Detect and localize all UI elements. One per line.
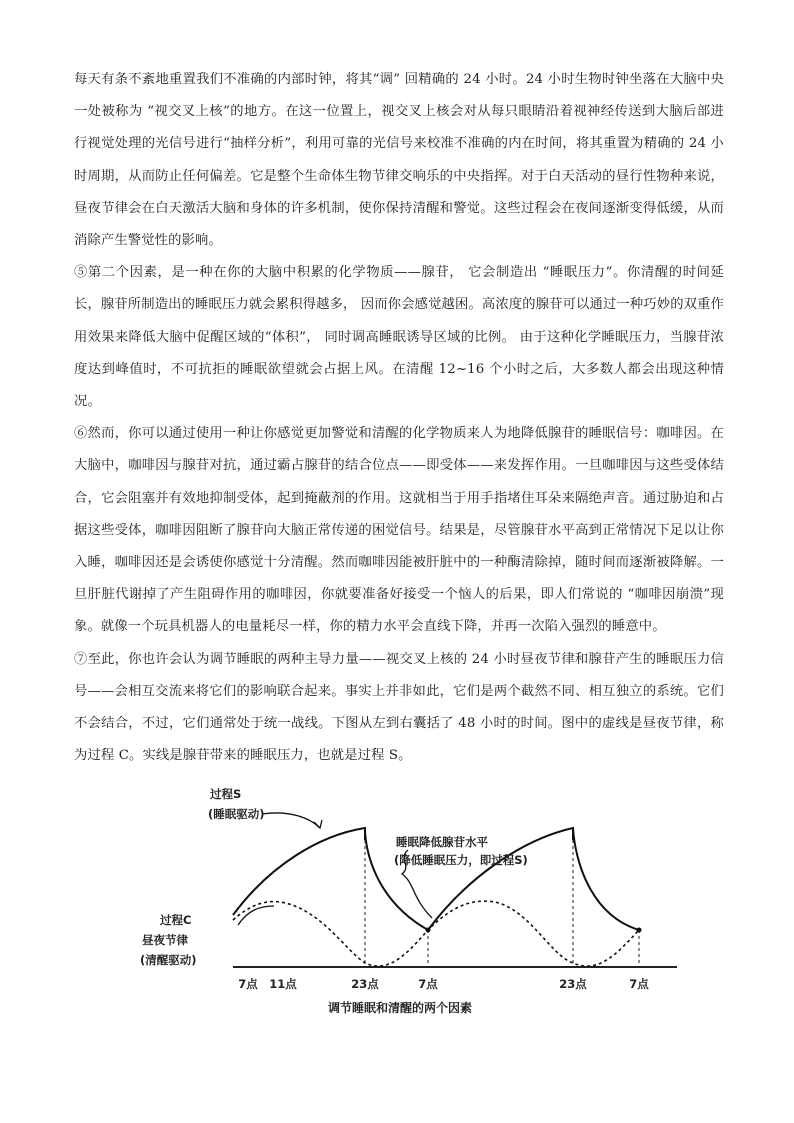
process-s-sublabel: (睡眠驱动) — [208, 807, 265, 821]
sleep-drop-sublabel: (降低睡眠压力，即过程S) — [394, 853, 528, 867]
tick-label: 23点 — [559, 977, 587, 991]
paragraph-caffeine: ⑥然而，你可以通过使用一种让你感觉更加警觉和清醒的化学物质来人为地降低腺苷的睡眠信号：咖啡因。在大脑中，咖啡因与腺苷对抗，通过霸占腺苷的结合位点——即受体——来发挥作用。一旦咖啡因与这些受体结合，它会阻塞并有效地抑制受体，起到掩蔽剂的作用。这就相当于用手指堵住耳朵来隔绝声音。通过胁迫和占据这些受体，咖啡因阻断了腺苷向大脑正常传递的困觉信号。结果是，尽管腺苷水平高到正常情况下足以让你入睡，咖啡因还是会诱使你感觉十分清醒。然而咖啡因能被肝脏中的一种酶清除掉，随时间而逐渐被降解。一旦肝脏代谢掉了产生阻碍作用的咖啡因，你就要准备好接受一个恼人的后果，即人们常说的 “咖啡因崩溃”现象。就像一个玩具机器人的电量耗尽一样，你的精力水平会直线下降，并再一次陷入强烈的睡意中。 — [74, 426, 724, 635]
article-body — [74, 64, 724, 772]
tick-label: 11点 — [269, 977, 297, 991]
process-s-pointer-head — [314, 820, 322, 828]
process-s-label: 过程S — [210, 787, 242, 801]
sleep-drop-label: 睡眠降低腺苷水平 — [396, 835, 488, 849]
process-c-pointer — [238, 906, 274, 925]
tick-label: 7点 — [418, 977, 438, 991]
process-c-note: (清醒驱动) — [140, 953, 197, 967]
tick-label: 23点 — [351, 977, 379, 991]
process-c-sublabel: 昼夜节律 — [142, 933, 188, 947]
sleep-factors-diagram — [140, 780, 690, 1030]
paragraph-adenosine: ⑤第二个因素，是一种在你的大脑中积累的化学物质——腺苷， 它会制造出 “睡眠压力”。你清醒的时间延长，腺苷所制造出的睡眠压力就会累积得越多， 因而你会感觉越困。高浓度的腺苷可以通过一种巧妙的双重作用效果来降低大脑中促醒区域的“体积”， 同时调高睡眠诱导区域的比例。 由于这种化学睡眠压力，当腺苷浓度达到峰值时，不可抗拒的睡眠欲望就会占据上风。在清醒 12~16 个小时之后，大多数人都会出现这种情况。 — [74, 265, 724, 410]
process-c-curve — [233, 901, 639, 966]
tick-label: 7点 — [629, 977, 649, 991]
process-s-pointer — [262, 813, 320, 828]
tick-label: 7点 — [238, 977, 258, 991]
figure-caption: 调节睡眠和清醒的两个因素 — [327, 1001, 473, 1015]
sleep-factors-figure — [140, 780, 690, 1030]
paragraph-clock-reset: 每天有条不紊地重置我们不准确的内部时钟，将其“调” 回精确的 24 小时。24 小时生物时钟坐落在大脑中央一处被称为 “视交叉上核”的地方。在这一位置上，视交叉上核会对从每只眼睛沿着视神经传送到大脑后部进行视觉处理的光信号进行“抽样分析”，利用可靠的光信号来校准不准确的内在时间，将其重置为精确的 24 小时周期，从而防止任何偏差。它是整个生命体生物节律交响乐的中央指挥。对于白天活动的昼行性物种来说，昼夜节律会在白天激活大脑和身体的许多机制，使你保持清醒和警觉。这些过程会在夜间逐渐变得低缓，从而消除产生警觉性的影响。 — [74, 72, 724, 249]
process-c-label: 过程C — [160, 913, 192, 927]
paragraph-two-systems: ⑦至此，你也许会认为调节睡眠的两种主导力量——视交叉上核的 24 小时昼夜节律和腺苷产生的睡眠压力信号——会相互交流来将它们的影响联合起来。事实上并非如此，它们是两个截然不同、相互独立的系统。它们不会结合，不过，它们通常处于统一战线。下图从左到右囊括了 48 小时的时间。图中的虚线是昼夜节律，称为过程 C。实线是腺苷带来的睡眠压力，也就是过程 S。 — [74, 651, 724, 764]
